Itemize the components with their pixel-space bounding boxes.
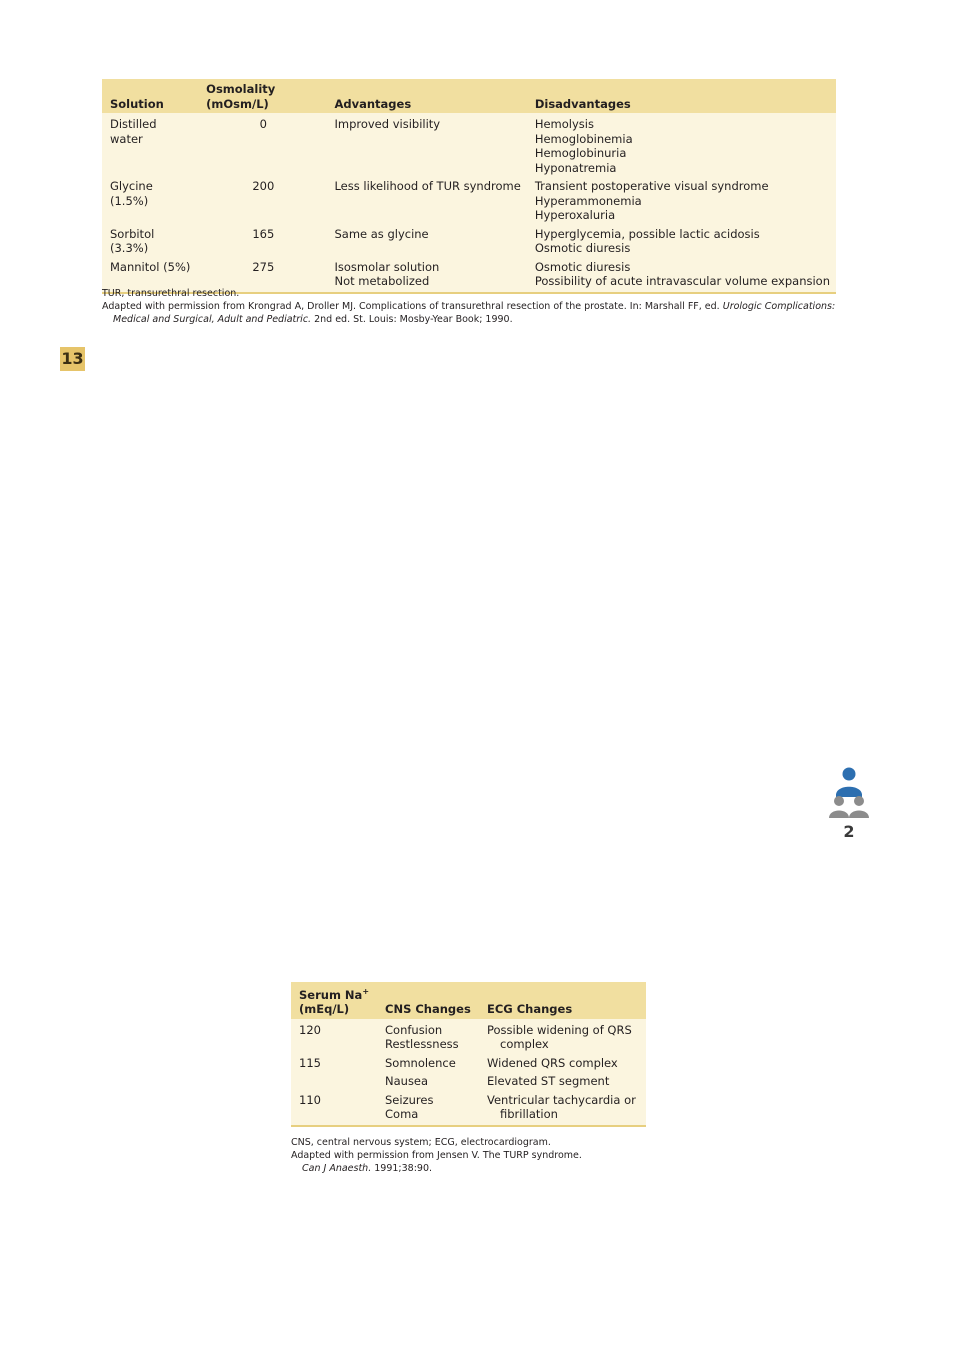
header-line: (mEq/L) (299, 1002, 350, 1017)
cell-line: Hyperammonemia (534, 193, 642, 208)
cell-line: Same as glycine (334, 226, 429, 241)
cell-line: Improved visibility (334, 117, 441, 131)
solution-cell: Glycine (1.5%) (110, 179, 153, 208)
column-header: Solution (102, 79, 198, 113)
table2-notes (291, 1136, 651, 1175)
solution-cell: Distilled water (110, 117, 157, 146)
column-header: Disadvantages (527, 79, 836, 113)
cell-line: Osmotic diuresis (534, 241, 631, 255)
serum-cell: 115 (299, 1055, 321, 1070)
cell-line: complex (500, 1037, 549, 1052)
cell-line: Osmotic diuresis (534, 259, 631, 274)
serum-cell: 120 (299, 1022, 321, 1037)
serum-cell (291, 1070, 377, 1089)
table-source (102, 300, 842, 313)
cell-line: Nausea (385, 1074, 429, 1089)
osmolality-cell: 200 (252, 179, 275, 193)
cell-line: Seizures (385, 1092, 434, 1107)
cell-line: Restlessness (385, 1037, 459, 1052)
solution-cell: Sorbitol (3.3%) (110, 226, 155, 255)
cell-line: Somnolence (385, 1055, 456, 1070)
cns-cell (377, 1089, 479, 1126)
serum-cell: 110 (291, 1089, 377, 1126)
header-line (299, 985, 371, 1002)
table-footnote: TUR, transurethral resection. (102, 288, 240, 299)
cell-line: Hemolysis (534, 117, 594, 131)
table-source: Adapted with permission from Jensen V. The TURP syndrome. (291, 1150, 582, 1161)
source-title: Medical and Surgical, Adult and Pediatric. (113, 314, 312, 325)
source-text: Adapted with permission from Krongrad A, Droller MJ. Complications of transurethral resection of the prostate. In: Marshall FF, ed. (102, 301, 720, 312)
superscript: + (362, 987, 370, 996)
advantages-cell (326, 113, 526, 175)
cell-line: fibrillation (500, 1107, 558, 1122)
level-number: 2 (843, 822, 855, 841)
cns-cell (377, 1019, 479, 1052)
table-header-row (102, 79, 836, 113)
table-row (102, 175, 836, 223)
cell-line: Confusion (385, 1022, 443, 1037)
ecg-cell (479, 1019, 646, 1052)
ecg-cell (479, 1052, 646, 1071)
cns-cell (377, 1070, 479, 1089)
column-header (291, 982, 377, 1019)
osmolality-cell: 165 (252, 226, 275, 241)
disadvantages-cell (527, 223, 836, 256)
cell-line: Isosmolar solution (334, 259, 440, 274)
cell-line: Elevated ST segment (487, 1074, 610, 1089)
cell-line: Hyponatremia (534, 160, 617, 175)
cell-line: Coma (385, 1107, 419, 1122)
serum-sodium-table (291, 982, 646, 1127)
table-row (291, 1089, 646, 1126)
cell-line: Possibility of acute intravascular volume expansion (534, 274, 830, 288)
disadvantages-cell (527, 113, 836, 175)
osmolality-cell: 0 (259, 117, 267, 131)
cell-line: Less likelihood of TUR syndrome (334, 179, 521, 193)
cell-line: Hyperglycemia, possible lactic acidosis (534, 226, 760, 241)
column-header: Advantages (326, 79, 526, 113)
cell-line: Not metabolized (334, 274, 430, 288)
table-row (291, 1019, 646, 1052)
cell-line: Widened QRS complex (487, 1055, 618, 1070)
osmolality-cell: 275 (198, 256, 326, 293)
table-row (102, 223, 836, 256)
source-text: 2nd ed. St. Louis: Mosby-Year Book; 1990. (314, 314, 513, 325)
table-row (291, 1052, 646, 1071)
column-header: ECG Changes (479, 982, 646, 1019)
table1-notes (102, 287, 842, 326)
source-journal: Can J Anaesth. (302, 1163, 372, 1174)
table-source-continued (102, 313, 842, 326)
header-text: Serum Na (299, 987, 363, 1002)
cell-line: Hyperoxaluria (534, 208, 616, 222)
source-title: Urologic Complications: (722, 301, 836, 312)
table-source-continued (291, 1162, 651, 1175)
disadvantages-cell (527, 175, 836, 223)
advantages-cell (326, 223, 526, 256)
cell-line: Transient postoperative visual syndrome (534, 179, 769, 193)
cell-line: Hemoglobinemia (534, 131, 633, 146)
irrigation-solutions-table (102, 79, 836, 294)
table-header-row (291, 982, 646, 1019)
column-header: CNS Changes (377, 982, 479, 1019)
source-text: 1991;38:90. (374, 1163, 433, 1174)
advantages-cell (326, 175, 526, 223)
cell-line: Possible widening of QRS (487, 1022, 632, 1037)
solution-cell: Mannitol (5%) (102, 256, 198, 293)
table-row (102, 113, 836, 175)
ecg-cell (479, 1070, 646, 1089)
cns-cell (377, 1052, 479, 1071)
column-header: Osmolality (mOsm/L) (198, 79, 326, 113)
table-footnote: CNS, central nervous system; ECG, electrocardiogram. (291, 1137, 551, 1148)
ecg-cell (479, 1089, 646, 1126)
chapter-number-tab: 13 (60, 347, 85, 371)
cell-line: Hemoglobinuria (534, 146, 627, 160)
cell-line: Ventricular tachycardia or (487, 1092, 636, 1107)
people-hierarchy-icon (826, 766, 872, 824)
table-row (291, 1070, 646, 1089)
